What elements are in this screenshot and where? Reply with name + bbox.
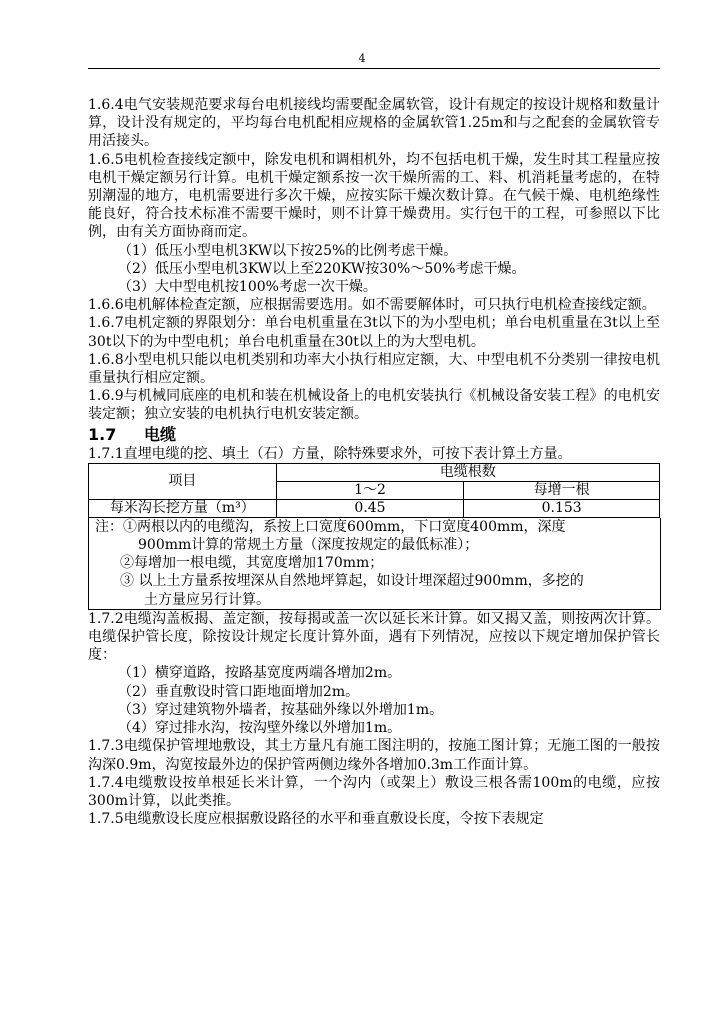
page-number: 4 <box>358 52 366 65</box>
paragraph-1-6-4: 1.6.4电气安装规范要求每台电机接线均需要配金属软管，设计有规定的按设计规格和数量计算，设计没有规定的，平均每台电机配相应规格的金属软管1.25m和与之配套的金属软管专用活接头。 <box>88 97 660 150</box>
table-cell-value-2: 0.153 <box>464 499 660 517</box>
dry-item-1: （1）低压小型电机3KW以下按25%的比例考虑干燥。 <box>118 242 458 259</box>
header-rule <box>88 68 660 69</box>
earthwork-table <box>88 463 660 518</box>
paragraph-1-6-9: 1.6.9与机械同底座的电机和装在机械设备上的电机安装执行《机械设备安装工程》的电机安装定额；独立安装的电机执行电机安装定额。 <box>88 388 660 423</box>
note-1-line-2: 900mm计算的常规土方量（深度按规定的最低标准）； <box>138 537 479 554</box>
pipe-item-2: （2）垂直敷设时管口距地面增加2m。 <box>118 683 360 700</box>
dry-item-3: （3）大中型电机按100%考虑一次干燥。 <box>118 279 377 296</box>
pipe-item-3: （3）穿过建筑物外墙者，按基础外缘以外增加1m。 <box>118 701 444 718</box>
table-cell-value-1: 0.45 <box>276 499 464 517</box>
table-header-item: 项目 <box>89 463 277 499</box>
pipe-item-1: （1）横穿道路，按路基宽度两端各增加2m。 <box>118 665 402 682</box>
paragraph-1-7-4: 1.7.4电缆敷设按单根延长米计算，一个沟内（或架上）敷设三根各需100m的电缆，应按300m计算，以此类推。 <box>88 774 660 809</box>
paragraph-1-7-3: 1.7.3电缆保护管埋地敷设，其土方量凡有施工图注明的，按施工图计算；无施工图的一般按沟深0.9m，沟宽按最外边的保护管两侧边缘外各增加0.3m工作面计算。 <box>88 738 660 773</box>
note-1-line-1: 注：①两根以内的电缆沟，系按上口宽度600mm，下口宽度400mm，深度 <box>95 518 566 535</box>
paragraph-1-6-5: 1.6.5电机检查接线定额中，除发电机和调相机外，均不包括电机干燥，发生时其工程量应按电机干燥定额另行计算。电机干燥定额系按一次干燥所需的工、料、机消耗量考虑的，在特别潮湿的地方，电机需要进行多次干燥，应按实际干燥次数计算。在气候干燥、电机绝缘性能良好，符合技术标准不需要干燥时，则不计算干燥费用。实行包干的工程，可参照以下比例，由有关方面协商而定。 <box>88 151 660 241</box>
table-subheader-1-2: 1～2 <box>276 481 464 499</box>
section-title: 电缆 <box>144 424 177 444</box>
page-content <box>88 96 660 828</box>
paragraph-1-7-2: 1.7.2电缆沟盖板揭、盖定额，按每揭或盖一次以延长米计算。如又揭又盖，则按两次计算。电缆保护管长度，除按设计规定长度计算外面，遇有下列情况，应按以下规定增加保护管长度： <box>88 610 660 664</box>
paragraph-1-6-6: 1.6.6电机解体检查定额，应根据需要选用。如不需要解体时，可只执行电机检查接线定额。 <box>88 297 656 314</box>
table-notes <box>88 518 661 610</box>
section-number: 1.7 <box>88 424 117 444</box>
paragraph-1-6-8: 1.6.8小型电机只能以电机类别和功率大小执行相应定额，大、中型电机不分类别一律按电机重量执行相应定额。 <box>88 351 660 387</box>
note-2: ②每增加一根电缆，其宽度增加170mm； <box>120 555 384 572</box>
table-subheader-each-extra: 每增一根 <box>464 481 660 499</box>
note-3-line-1: ③ 以上土方量系按埋深从自然地坪算起，如设计埋深超过900mm，多挖的 <box>120 573 584 590</box>
paragraph-1-7-1: 1.7.1直埋电缆的挖、填土（石）方量，除特殊要求外，可按下表计算土方量。 <box>88 445 572 462</box>
table-row-label: 每米沟长挖方量（m³） <box>89 499 277 517</box>
paragraph-1-6-7: 1.6.7电机定额的界限划分：单台电机重量在3t以下的为小型电机；单台电机重量在3t以上至30t以下的为中型电机；单台电机重量在30t以上的为大型电机。 <box>88 315 660 350</box>
section-heading <box>88 425 660 445</box>
table-header-cable-count: 电缆根数 <box>276 463 659 481</box>
paragraph-1-7-5: 1.7.5电缆敷设长度应根据敷设路径的水平和垂直敷设长度，令按下表规定 <box>88 811 544 828</box>
dry-item-2: （2）低压小型电机3KW以上至220KW按30%～50%考虑干燥。 <box>118 260 526 277</box>
pipe-item-4: （4）穿过排水沟，按沟壁外缘以外增加1m。 <box>118 720 402 737</box>
note-3-line-2: 土方量应另行计算。 <box>144 591 270 608</box>
